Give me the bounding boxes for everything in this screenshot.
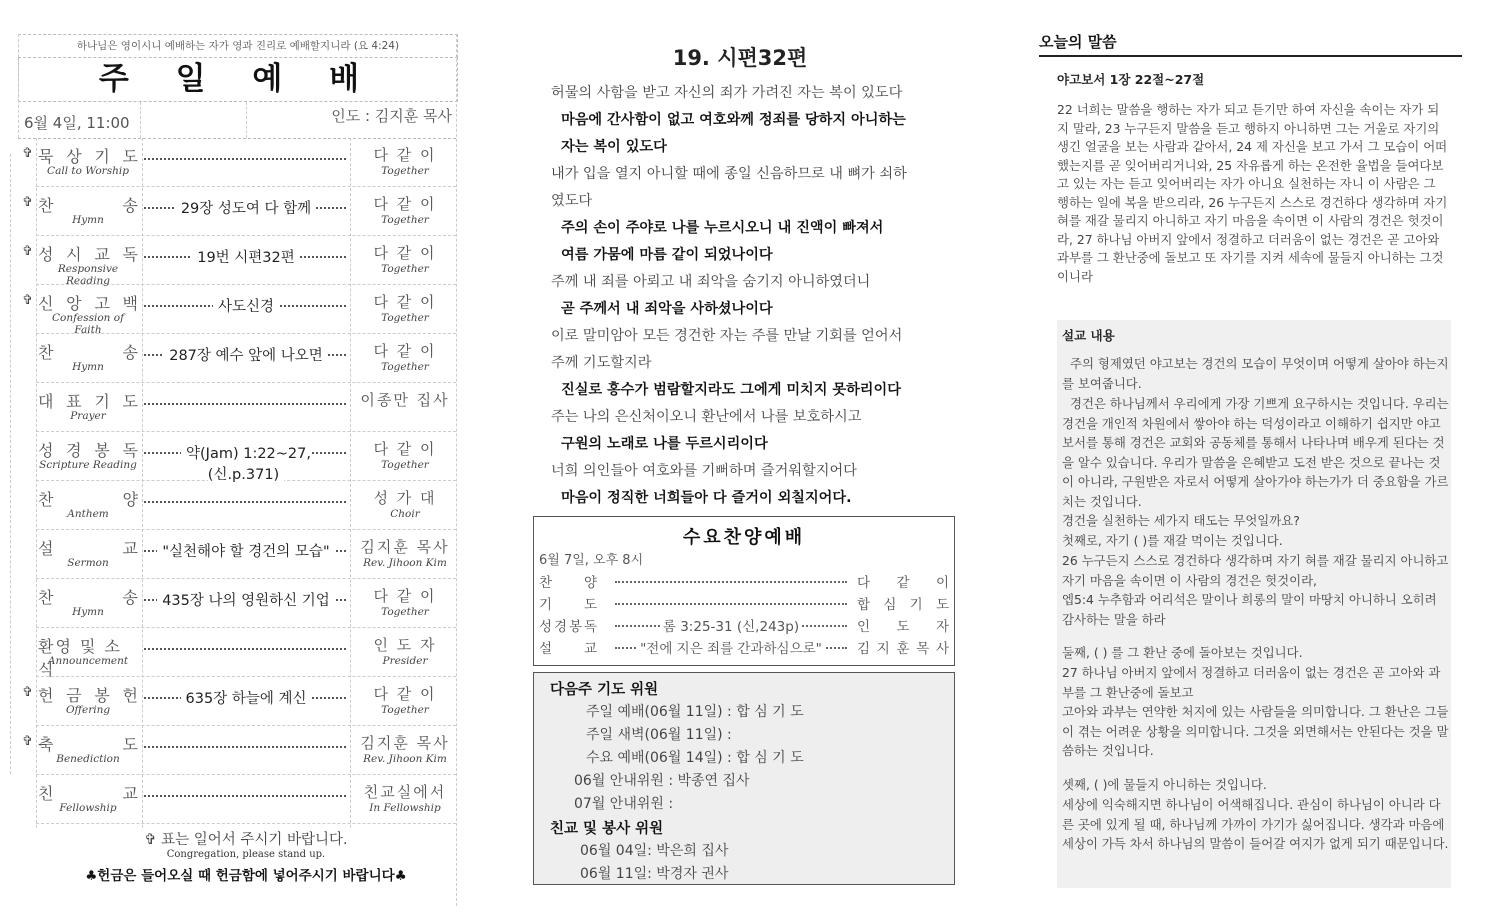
- psalm-leader-line: 주께 내 죄를 아뢰고 내 죄악을 숨기지 아니하였더니: [551, 274, 871, 290]
- item-name-char: 도: [122, 392, 138, 411]
- item-leader: 친교실에서: [363, 783, 447, 801]
- item-leader-english: Rev. Jihoon Kim: [363, 753, 447, 765]
- psalm-response-line: 자는 복이 있도다: [561, 139, 667, 155]
- sermon-paragraph: 주의 형제였던 야고보는 경건의 모습이 무엇이며 어떻게 살아야 하는지를 보여줍니다.: [1062, 356, 1449, 391]
- worship-item: [36, 481, 456, 530]
- label-char: 찬: [539, 575, 553, 591]
- item-english-name: Anthem: [67, 508, 109, 520]
- wednesday-item-label: [539, 593, 597, 613]
- item-english-name: Offering: [65, 704, 111, 716]
- who-char: 지: [876, 641, 890, 657]
- item-content-text: "실천해야 할 경건의 모습": [157, 544, 334, 560]
- worship-items: [8, 138, 460, 824]
- item-leader: 김지훈 목사: [360, 538, 450, 556]
- prayer-item: 주일 새벽(06월 11일) :: [586, 727, 732, 743]
- worship-title: 주 일 예 배: [18, 57, 458, 102]
- leader-dots: [144, 740, 346, 748]
- item-name-wrap: [38, 683, 138, 706]
- wednesday-item-leader: [857, 615, 949, 635]
- item-name-char: 독: [122, 441, 138, 460]
- item-english-name: Prayer: [70, 410, 106, 422]
- item-content: [142, 442, 350, 484]
- psalm-leader-line: 주는 나의 은신처이오니 환난에서 나를 보호하시고: [551, 409, 862, 425]
- wednesday-item: [539, 593, 951, 615]
- stand-cross-icon: ✞: [22, 146, 33, 161]
- item-english-name: Fellowship: [59, 802, 117, 814]
- leader-dots: [144, 495, 346, 503]
- stand-cross-icon: ✞: [22, 685, 33, 700]
- item-leader-english: Rev. Jihoon Kim: [363, 557, 447, 569]
- item-name-char: 시: [66, 245, 82, 264]
- stand-cross-icon: ✞: [22, 734, 33, 749]
- item-name-wrap: [38, 487, 138, 510]
- item-name-char: 앙: [66, 294, 82, 313]
- wednesday-item-label: [539, 637, 597, 657]
- psalm-response-line: 진실로 홍수가 범람할지라도 그에게 미치지 못하리이다: [561, 382, 901, 398]
- worship-item: [22, 285, 456, 336]
- worship-footnote: [36, 828, 456, 884]
- item-name-char: 독: [122, 245, 138, 264]
- worship-item: [22, 726, 456, 775]
- wednesday-item-leader: [857, 571, 949, 591]
- leader-dots: [615, 581, 847, 583]
- item-leader-english: Together: [381, 606, 429, 618]
- offering-note: ♣헌금은 들어오실 때 헌금함에 넣어주시기 바랍니다♣: [85, 868, 407, 884]
- worship-order: [8, 34, 460, 906]
- item-leader-english: In Fellowship: [369, 802, 441, 814]
- wednesday-item-content: [609, 615, 853, 635]
- item-name-char: 성: [38, 441, 54, 460]
- item-name-char: 송: [122, 588, 138, 607]
- item-name-char: 봉: [94, 441, 110, 460]
- item-content-text: 약(Jam) 1:22~27, (신.p.371): [181, 446, 311, 483]
- item-english-name: Call to Worship: [47, 165, 129, 177]
- scripture-text: 22 너희는 말씀을 행하는 자가 되고 듣기만 하여 자신을 속이는 자가 되지 말라, 23 누구든지 말씀을 듣고 행하지 아니하면 그는 거울로 자기의 생긴 얼굴을 보는 사람과 같아서, 24 제 자신을 보고 가서 그 모습이 어떠했는지를 곧 잊어버리거니와, 25 자유롭게 하는 온전한 율법을 들여다보고 있는 자는 듣고 잊어버리는 자가 아니요 실천하는 자니 이 사람은 그 행하는 일에 복을 받으리라, 26 누구든지 스스로 경건하다 생각하며 자기 혀를 재갈 물리지 아니하고 자기 마음을 속이면 이 사람의 경건은 헛것이라, 27 하나님 아버지 앞에서 정결하고 더러움이 없는 경건은 곧 고아와 과부를 그 환난중에 돌보고 또 자기를 지켜 세속에 물들지 아니하는 그것이니라: [1057, 102, 1448, 284]
- theme-verse: 하나님은 영이시니 예배하는 자가 영과 진리로 예배할지니라 (요 4:24): [18, 34, 458, 58]
- item-leader: 다 같 이: [373, 244, 437, 262]
- label-char: 교: [583, 641, 597, 657]
- fellowship-committee-title: 친교 및 봉사 위원: [550, 821, 664, 837]
- point-second: 둘째, ( ) 를 그 환난 중에 돌아보는 것입니다.: [1062, 645, 1303, 660]
- item-name-char: 찬: [38, 588, 54, 607]
- item-name-wrap: [38, 242, 138, 265]
- who-char: 훈: [896, 641, 910, 657]
- worship-dateline: [18, 102, 456, 139]
- point-second-verse: 27 하나님 아버지 앞에서 정결하고 더러움이 없는 경건은 곧 고아와 과부를 그 환난중에 돌보고: [1062, 665, 1441, 700]
- item-english-name: Scripture Reading: [39, 459, 137, 471]
- item-name-char: 찬: [38, 196, 54, 215]
- point-second-text: 고아와 과부는 연약한 처지에 있는 사람들을 의미합니다. 그 환난은 그들이 겪는 어려운 상황을 의미합니다. 그것을 외면해서는 안된다는 것을 말씀하는 것입니다.: [1062, 704, 1449, 758]
- item-english-name: Hymn: [72, 361, 104, 373]
- psalm-response-line: 마음에 간사함이 없고 여호와께 정죄를 당하지 아니하는: [561, 112, 906, 128]
- item-name-wrap: [38, 732, 138, 755]
- wednesday-service-title: 수요찬양예배: [682, 527, 806, 548]
- who-char: 심: [883, 597, 897, 613]
- usher-item: 06월 안내위원 : 박종연 집사: [574, 773, 750, 789]
- item-name-char: 양: [122, 490, 138, 509]
- psalm-leader-line: 였도다: [551, 193, 593, 209]
- item-content: [142, 589, 350, 610]
- item-name-char: 대: [38, 392, 54, 411]
- item-name-char: 교: [122, 539, 138, 558]
- prayer-item: 수요 예배(06월 14일) : 합 심 기 도: [586, 750, 804, 766]
- wednesday-item-label: [539, 571, 597, 591]
- item-name-wrap: [38, 340, 138, 363]
- item-content-text: 사도신경: [213, 299, 279, 315]
- scripture-reference: 야고보서 1장 22절~27절: [1057, 72, 1205, 87]
- item-leader: 다 같 이: [373, 440, 437, 458]
- who-char: 인: [857, 619, 871, 635]
- item-english-name: Responsive Reading: [57, 263, 119, 287]
- who-char: 도: [935, 597, 949, 613]
- wednesday-item-leader: [857, 637, 949, 657]
- item-name-char: 축: [38, 735, 54, 754]
- who-char: 김: [857, 641, 871, 657]
- item-name-char: 헌: [122, 686, 138, 705]
- point-first: 첫째로, 자기 ( )를 재갈 먹이는 것입니다.: [1062, 533, 1283, 548]
- who-char: 이: [935, 575, 949, 591]
- label-char: 기: [539, 597, 553, 613]
- item-leader-english: Together: [381, 459, 429, 471]
- wednesday-item-label: [539, 615, 597, 635]
- label-char: 성: [539, 619, 553, 635]
- item-name-char: 송: [122, 196, 138, 215]
- item-name-wrap: [38, 585, 138, 608]
- worship-date: 6월 4일, 11:00: [24, 114, 130, 132]
- item-leader-english: Together: [381, 361, 429, 373]
- item-leader: 다 같 이: [373, 293, 437, 311]
- item-name-wrap: [38, 144, 138, 167]
- item-name-char: 묵: [38, 147, 54, 166]
- item-content: [142, 295, 350, 316]
- wednesday-item: [539, 571, 951, 593]
- prayer-item: 주일 예배(06월 11일) : 합 심 기 도: [586, 704, 804, 720]
- who-char: 다: [857, 575, 871, 591]
- item-leader: 다 같 이: [373, 146, 437, 164]
- wednesday-item-content-text: "전에 지은 죄를 간과하심으로": [637, 641, 825, 657]
- item-name-char: 성: [38, 245, 54, 264]
- item-english-name: Hymn: [72, 214, 104, 226]
- who-char: 자: [935, 619, 949, 635]
- worship-item: [22, 677, 456, 726]
- item-name-char: 표: [66, 392, 82, 411]
- item-english-name: Confession of Faith: [52, 312, 124, 336]
- item-name-char: 고: [94, 294, 110, 313]
- item-content-text: 29장 성도여 다 함께: [176, 201, 316, 217]
- item-leader-english: Together: [381, 704, 429, 716]
- item-name-char: 기: [94, 392, 110, 411]
- wednesday-item-leader: [857, 593, 949, 613]
- leader-dots: [144, 152, 346, 160]
- item-leader-english: Together: [381, 312, 429, 324]
- point-first-verse: 엡5:4 누추함과 어리석은 말이나 희롱의 말이 마땅치 아니하니 오히려 감사하는 말을 하라: [1062, 592, 1437, 627]
- item-english-name: Hymn: [72, 606, 104, 618]
- psalm-response-line: 주의 손이 주야로 나를 누르시오니 내 진액이 빠져서: [561, 220, 884, 236]
- who-char: 합: [857, 597, 871, 613]
- worship-item: [22, 236, 456, 287]
- psalm-reading: [551, 80, 951, 512]
- psalm-leader-line: 내가 입을 열지 아니할 때에 종일 신음하므로 내 뼈가 쇠하: [551, 166, 907, 182]
- worship-item: [36, 432, 456, 481]
- who-char: 기: [909, 597, 923, 613]
- item-name-wrap: [38, 291, 138, 314]
- item-name-char: 기: [94, 147, 110, 166]
- psalm-leader-line: 허물의 사함을 받고 자신의 죄가 가려진 자는 복이 있도다: [551, 85, 903, 101]
- who-char: 목: [916, 641, 930, 657]
- item-leader: 다 같 이: [373, 342, 437, 360]
- item-leader: 성 가 대: [373, 489, 437, 507]
- item-name-char: 상: [66, 147, 82, 166]
- item-name-char: 송: [122, 343, 138, 362]
- label-char: 설: [539, 641, 553, 657]
- wednesday-item: [539, 637, 951, 659]
- committee-box: [533, 672, 955, 885]
- item-name-wrap: [38, 389, 138, 412]
- stand-note-english: Congregation, please stand up.: [166, 849, 326, 860]
- item-leader-english: Choir: [390, 508, 420, 520]
- item-name-char: 봉: [94, 686, 110, 705]
- worship-item: [36, 579, 456, 628]
- psalm-response-line: 구원의 노래로 나를 두르시리이다: [561, 436, 768, 452]
- leader-dots: [144, 642, 346, 650]
- label-char: 경: [553, 619, 568, 635]
- item-name-wrap: [38, 781, 138, 804]
- item-content-text: 19번 시편32편: [192, 250, 300, 266]
- item-content: [142, 246, 350, 267]
- label-char: 양: [583, 575, 597, 591]
- worship-item: [22, 187, 456, 236]
- item-name-char: 교: [94, 245, 110, 264]
- sermon-paragraph: 경건은 하나님께서 우리에게 가장 기쁘게 요구하시는 것입니다. 우리는 경건을 개인적 차원에서 쌓아야 하는 덕성이라고 이해하기 쉽지만 야고보서를 통해 경건은 교회와 공동체를 통해서 나타나며 배우게 된다는 것을 알수 있습니다. 우리가 말씀을 은혜받고 도전 받은 것으로 끝나는 것이 아니라, 구원받은 자로서 어떻게 살아가야 하는가가 더 중요함을 가르치는 것입니다.: [1062, 396, 1449, 509]
- psalm-response-line: 마음이 정직한 너희들아 다 즐거이 외칠지어다.: [561, 490, 852, 506]
- worship-leader: 인도 : 김지훈 목사: [331, 107, 452, 125]
- usher-item: 07월 안내위원 :: [574, 796, 674, 812]
- item-name-wrap: [38, 193, 138, 216]
- sermon-question: 경건을 실천하는 세가지 태도는 무엇일까요?: [1062, 513, 1300, 528]
- item-leader: 인 도 자: [373, 636, 437, 654]
- fellowship-item: 06월 11일: 박경자 권사: [580, 866, 729, 882]
- psalm-response-line: 여름 가뭄에 마름 같이 되었나이다: [561, 247, 773, 263]
- wednesday-item-content-text: 롬 3:25-31 (신,243p): [660, 619, 802, 635]
- item-english-name: Sermon: [67, 557, 109, 569]
- item-name-char: 경: [66, 441, 82, 460]
- point-first-verse: 26 누구든지 스스로 경건하다 생각하며 자기 혀를 재갈 물리지 아니하고 자기 마음을 속이면 이 사람의 경건은 헛것이라,: [1062, 553, 1449, 588]
- point-third: 셋째, ( )에 물들지 아니하는 것입니다.: [1062, 777, 1267, 792]
- leader-dots: [615, 603, 847, 605]
- worship-item: [36, 628, 456, 677]
- item-leader: 다 같 이: [373, 195, 437, 213]
- item-name-char: 도: [122, 147, 138, 166]
- worship-item: [36, 530, 456, 579]
- psalm-leader-line: 이로 말미암아 모든 경건한 자는 주를 만날 기회를 얻어서: [551, 328, 903, 344]
- psalm-leader-line: 너희 의인들아 여호와를 기뻐하며 즐거워할지어다: [551, 463, 857, 479]
- item-name-char: 금: [66, 686, 82, 705]
- point-third-text: 세상에 익숙해지면 하나님이 어색해집니다. 관심이 하나님이 아니라 다른 곳에 있게 될 때, 하나님께 가까이 가기가 싫어집니다. 생각과 마음에 세상이 가득 차서 하나님의 말씀이 들어갈 여지가 없게 되기 때문입니다.: [1062, 797, 1449, 851]
- item-leader: 다 같 이: [373, 685, 437, 703]
- leader-dots: [144, 397, 346, 405]
- stand-cross-icon: ✞: [22, 195, 33, 210]
- item-content-text: 287장 예수 앞에 나오면: [164, 348, 328, 364]
- psalm-title: 19. 시편32편: [672, 46, 808, 70]
- item-name-char: 친: [38, 784, 54, 803]
- item-name-char: 설: [38, 539, 54, 558]
- stand-cross-icon: ✞: [22, 244, 33, 259]
- stand-cross-icon: ✞: [22, 293, 33, 308]
- item-name-char: 교: [122, 784, 138, 803]
- label-char: 봉: [568, 619, 583, 635]
- leader-dots: [144, 789, 346, 797]
- item-english-name: Benediction: [56, 753, 120, 765]
- item-leader: 다 같 이: [373, 587, 437, 605]
- item-name-wrap: [38, 536, 138, 559]
- sermon-notes: [1057, 320, 1451, 888]
- prayer-committee-title: 다음주 기도 위원: [550, 682, 659, 698]
- wednesday-item-content: [609, 637, 853, 657]
- item-name-char: 백: [122, 294, 138, 313]
- item-leader: 이종만 집사: [360, 391, 450, 409]
- label-char: 독: [583, 619, 597, 635]
- psalm-leader-line: 주께 기도할지라: [551, 355, 652, 371]
- item-leader: 김지훈 목사: [360, 734, 450, 752]
- worship-item: [36, 775, 456, 824]
- item-content: [142, 344, 350, 365]
- item-name-char: 헌: [38, 686, 54, 705]
- who-char: 도: [896, 619, 910, 635]
- item-leader-english: Together: [381, 214, 429, 226]
- item-english-name: Announcement: [47, 655, 129, 667]
- fellowship-item: 06월 04일: 박은희 집사: [580, 843, 729, 859]
- item-leader-english: Together: [381, 263, 429, 275]
- worship-item: [36, 383, 456, 432]
- label-char: 도: [583, 597, 597, 613]
- title-divider: [1039, 55, 1462, 57]
- item-name-char: 도: [122, 735, 138, 754]
- stand-note: ✞ 표는 일어서 주시기 바랍니다.: [144, 832, 348, 848]
- wednesday-item: [539, 615, 951, 637]
- item-leader-english: Presider: [382, 655, 428, 667]
- item-leader-english: Together: [381, 165, 429, 177]
- word-title: 오늘의 말씀: [1039, 33, 1117, 51]
- item-name-char: 신: [38, 294, 54, 313]
- who-char: 같: [896, 575, 910, 591]
- sermon-title: 설교 내용: [1062, 328, 1115, 343]
- item-content: [142, 687, 350, 708]
- worship-item: [36, 334, 456, 383]
- item-content: [142, 197, 350, 218]
- item-name-wrap: [38, 438, 138, 461]
- psalm-response-line: 곧 주께서 내 죄악을 사하셨나이다: [561, 301, 773, 317]
- item-name-char: 찬: [38, 343, 54, 362]
- wednesday-service-date: 6월 7일, 오후 8시: [539, 553, 644, 568]
- item-name-char: 찬: [38, 490, 54, 509]
- item-content-text: 435장 나의 영원하신 기업: [157, 593, 335, 609]
- worship-item: [22, 138, 456, 187]
- item-name: 환영 및 소식: [38, 637, 122, 679]
- item-content-text: 635장 하늘에 계신: [181, 691, 312, 707]
- item-content: [142, 540, 350, 561]
- wednesday-service-box: [533, 516, 955, 666]
- who-char: 사: [935, 641, 949, 657]
